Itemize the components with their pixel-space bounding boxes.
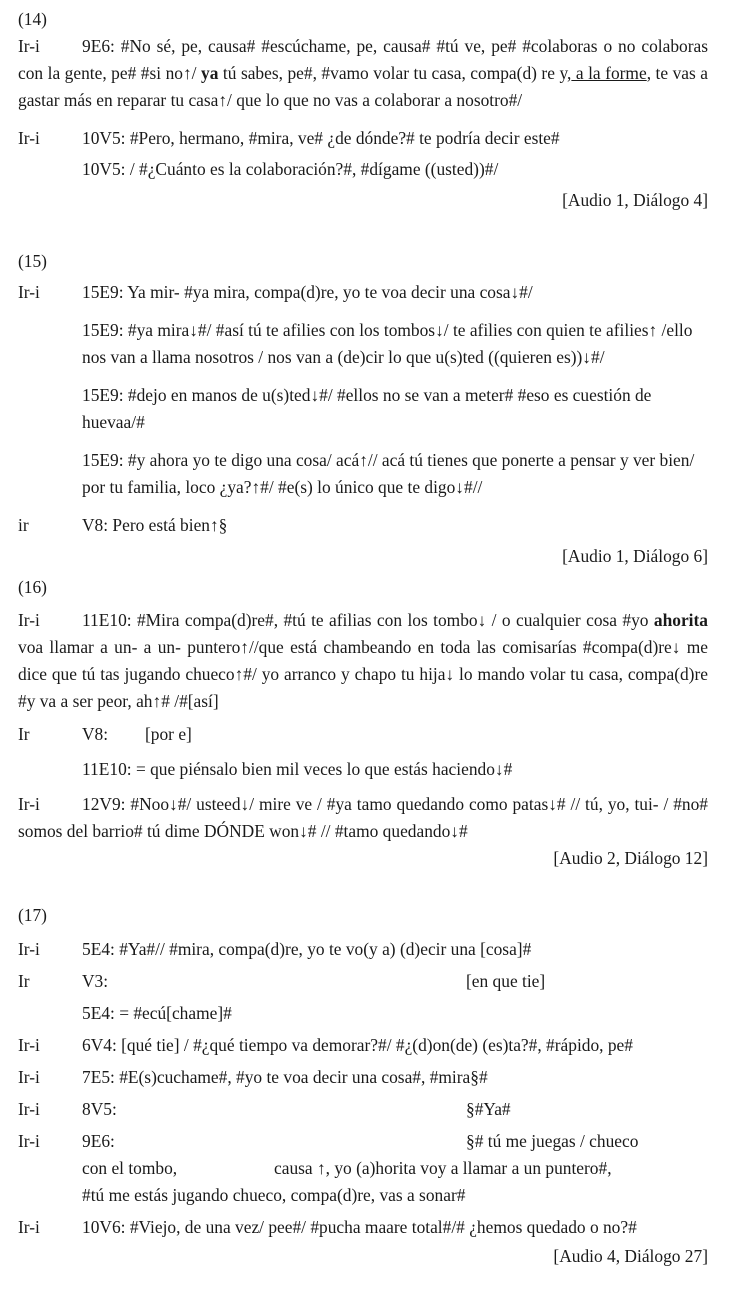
turn (18, 1032, 708, 1059)
example-number: (17) (18, 905, 47, 925)
turn-text: 15E9: #y ahora yo te digo una cosa/ acá↑// acá tú tienes que ponerte a pensar y ver bien/ por tu familia, loco ¿ya?↑#/ #e(s) lo único que te digo↓#// (82, 450, 695, 497)
speaker-label: Ir-i (18, 1067, 40, 1087)
turn-text: 15E9: #ya mira↓#/ #así tú te afilies con los tombos↓/ te afilies con quien te afilies↑ /ello nos van a llama nosotros / nos van a (de)cir lo que u(s)ted ((quieren es))↓#/ (82, 320, 693, 367)
speaker-label: Ir-i (18, 36, 40, 56)
turn (18, 125, 708, 183)
turn (18, 721, 708, 748)
emphasis: ahorita (653, 610, 708, 630)
turn-text: 9E6: §# tú me juegas / chueco (82, 1131, 639, 1151)
turn-text: 12V9: #Noo↓#/ usteed↓/ mire ve / #ya tamo quedando como patas↓# // tú, yo, tui- / #no# somos del barrio# tú dime DÓNDE won↓# // #tamo quedando↓# (18, 794, 708, 841)
speaker-label: Ir-i (18, 1131, 40, 1151)
speaker-label: Ir-i (18, 939, 40, 959)
speaker-label: Ir (18, 971, 30, 991)
turn-text: 11E10: #Mira compa(d)re#, #tú te afilias con los tombo↓ / o cualquier cosa #yo ahorita voa llamar a un- a un- puntero↑//que está chambeando en toda las comisarías #compa(d)re↓ me dice que tú tas jugando chueco↑#/ yo arranco y chapo tu hija↓ lo mando volar tu casa, compa(d)re #y va a ser peor, ah↑# /#[así] (18, 610, 708, 711)
speaker-label: Ir-i (18, 128, 40, 148)
turn (18, 968, 708, 995)
speaker-label: Ir (18, 724, 30, 744)
document-page (18, 6, 708, 1270)
example-17 (18, 902, 708, 1270)
turn-text: #tú me estás jugando chueco, compa(d)re, vas a sonar# (82, 1185, 466, 1205)
example-16 (18, 574, 708, 872)
source-citation: [Audio 4, Diálogo 27] (553, 1246, 708, 1266)
turn-text: V8: [por e] (82, 724, 192, 744)
turn (18, 33, 708, 114)
source-citation: [Audio 2, Diálogo 12] (553, 848, 708, 868)
turn-text: 10V5: / #¿Cuánto es la colaboración?#, #dígame ((usted))#/ (82, 159, 499, 179)
speaker-label: Ir-i (18, 610, 40, 630)
turn-text: 5E4: = #ecú[chame]# (82, 1003, 232, 1023)
emphasis: ya (201, 63, 219, 83)
turn (18, 279, 708, 306)
turn-text: V8: Pero está bien↑§ (82, 515, 228, 535)
speaker-label: ir (18, 515, 29, 535)
turn (18, 1064, 708, 1091)
example-15 (18, 248, 708, 570)
source-citation: [Audio 1, Diálogo 6] (562, 546, 708, 566)
turn (18, 791, 708, 845)
example-14 (18, 6, 708, 214)
speaker-label: Ir-i (18, 1099, 40, 1119)
turn-text: 10V5: #Pero, hermano, #mira, ve# ¿de dónde?# te podría decir este# (82, 128, 560, 148)
turn (18, 936, 708, 963)
source-citation: [Audio 1, Diálogo 4] (562, 190, 708, 210)
underlined-text: a la forme (571, 63, 647, 83)
speaker-label: Ir-i (18, 282, 40, 302)
example-number: (16) (18, 577, 47, 597)
turn-text: 9E6: #No sé, pe, causa# #escúchame, pe, causa# #tú ve, pe# #colaboras o no colaboras con la gente, pe# #si no↑/ ya tú sabes, pe#, #vamo volar tu casa, compa(d) re y, a la forme, te vas a gastar más en reparar tu casa↑/ que lo que no vas a colaborar a nosotro#/ (18, 36, 708, 110)
example-number: (14) (18, 9, 47, 29)
turn-text: 10V6: #Viejo, de una vez/ pee#/ #pucha maare total#/# ¿hemos quedado o no?# (82, 1217, 637, 1237)
turn-text: 11E10: = que piénsalo bien mil veces lo que estás haciendo↓# (82, 759, 513, 779)
turn-text: 6V4: [qué tie] / #¿qué tiempo va demorar?#/ #¿(d)on(de) (es)ta?#, #rápido, pe# (82, 1035, 633, 1055)
turn-text: V3: [en que tie] (82, 971, 546, 991)
speaker-label: Ir-i (18, 794, 40, 814)
turn (18, 1214, 708, 1241)
example-number: (15) (18, 251, 47, 271)
turn-text: 7E5: #E(s)cuchame#, #yo te voa decir una cosa#, #mira§# (82, 1067, 488, 1087)
turn-text: 15E9: Ya mir- #ya mira, compa(d)re, yo te voa decir una cosa↓#/ (82, 282, 533, 302)
turn-text: 15E9: #dejo en manos de u(s)ted↓#/ #ellos no se van a meter# #eso es cuestión de huevaa/# (82, 385, 652, 432)
speaker-label: Ir-i (18, 1217, 40, 1237)
turn-text: 8V5: §#Ya# (82, 1099, 511, 1119)
turn (18, 607, 708, 715)
turn-text: con el tombo, causa ↑, yo (a)horita voy a llamar a un puntero#, (82, 1158, 612, 1178)
speaker-label: Ir-i (18, 1035, 40, 1055)
turn (18, 1128, 708, 1209)
turn (18, 1096, 708, 1123)
turn-text: 5E4: #Ya#// #mira, compa(d)re, yo te vo(y a) (d)ecir una [cosa]# (82, 939, 532, 959)
turn (18, 512, 708, 539)
